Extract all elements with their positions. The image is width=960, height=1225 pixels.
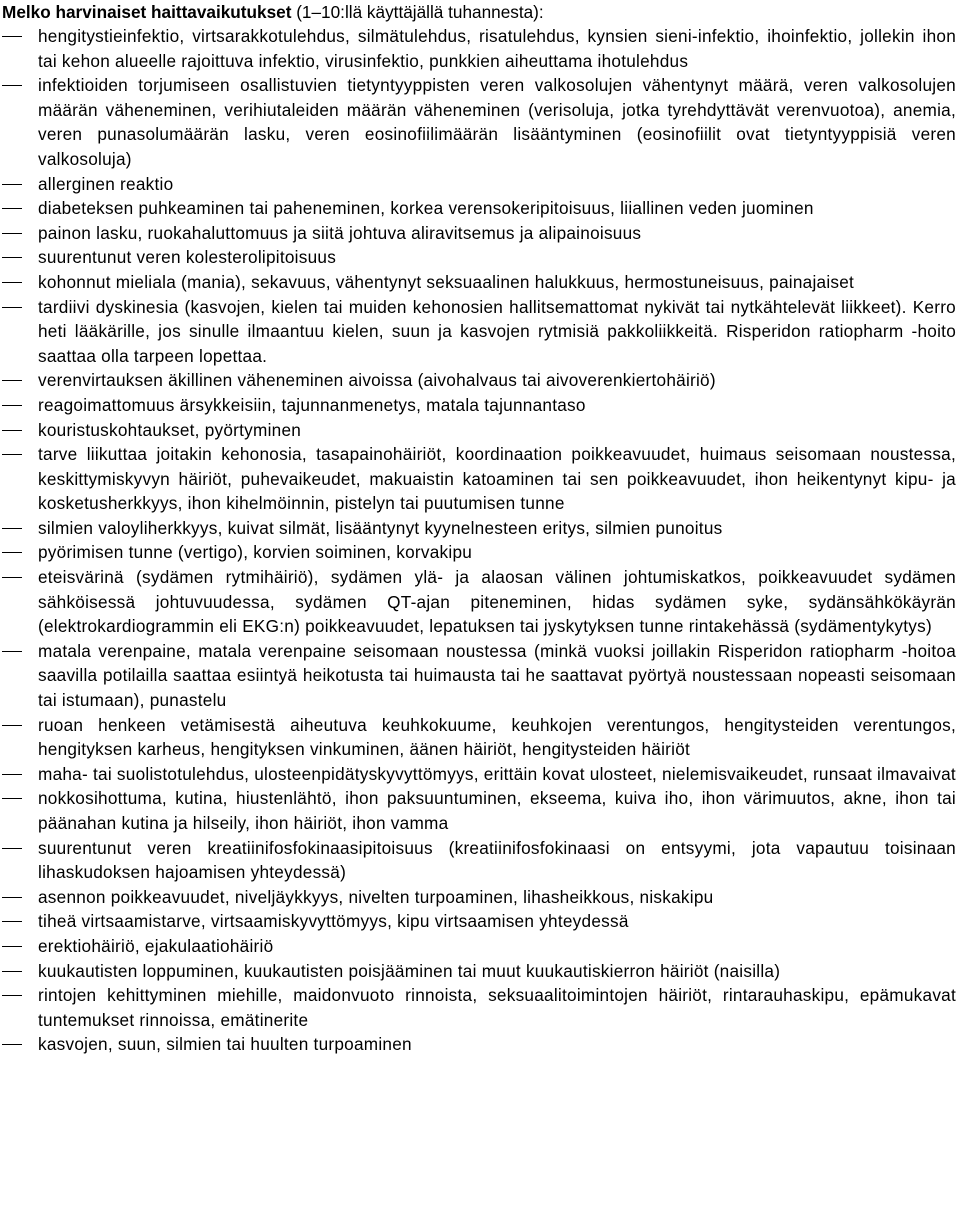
list-item [0,1032,960,1057]
dash-bullet [2,405,22,406]
list-item-text: allerginen reaktio [38,173,174,194]
list-item [0,172,960,197]
dash-bullet [2,651,22,652]
list-item-text: verenvirtauksen äkillinen väheneminen aivoissa (aivohalvaus tai aivoverenkiertohäiriö) [38,370,716,391]
list-item [0,713,960,762]
dash-bullet [2,257,22,258]
list-item-text: tiheä virtsaamistarve, virtsaamiskyvyttömyys, kipu virtsaamisen yhteydessä [38,911,629,932]
list-item-text: infektioiden torjumiseen osallistuvien tietyntyyppisten veren valkosolujen vähentynyt määrä, veren valkosolujen määrän väheneminen, verihiutaleiden määrän väheneminen (verisoluja, jotka tyrehdyttävät verenvuotoa), anemia, veren punasolumäärän lasku, veren eosinofiilimäärän lisääntyminen (eosinofiilit ovat tietyntyyppisiä veren valkosoluja) [38,75,956,169]
list-item [0,442,960,516]
list-item [0,762,960,787]
list-item-text: erektiohäiriö, ejakulaatiohäiriö [38,935,274,956]
dash-bullet [2,848,22,849]
dash-bullet [2,380,22,381]
side-effect-list [0,24,960,1057]
list-item [0,885,960,910]
list-item [0,909,960,934]
list-item-text: diabeteksen puhkeaminen tai paheneminen, korkea verensokeripitoisuus, liiallinen veden juominen [38,198,814,219]
list-item [0,368,960,393]
dash-bullet [2,36,22,37]
list-item-text: nokkosihottuma, kutina, hiustenlähtö, ihon paksuuntuminen, ekseema, kuiva iho, ihon värimuutos, akne, ihon tai päänahan kutina ja hilseily, ihon häiriöt, ihon vamma [38,788,956,833]
dash-bullet [2,430,22,431]
dash-bullet [2,233,22,234]
dash-bullet [2,774,22,775]
list-item-text: painon lasku, ruokahaluttomuus ja siitä johtuva aliravitsemus ja alipainoisuus [38,222,642,243]
list-item [0,270,960,295]
list-item-text: maha- tai suolistotulehdus, ulosteenpidätyskyvyttömyys, erittäin kovat ulosteet, nielemisvaikeudet, runsaat ilmavaivat [38,763,956,784]
list-item-text: tardiivi dyskinesia (kasvojen, kielen tai muiden kehonosien hallitsemattomat nykivät tai nytkähtelevät liikkeet). Kerro heti lääkärille, jos sinulle ilmaantuu kielen, suun ja kasvojen rytmisiä pakkoliikkeitä. Risperidon ratiopharm -hoito saattaa olla tarpeen lopettaa. [38,296,956,366]
dash-bullet [2,897,22,898]
dash-bullet [2,798,22,799]
dash-bullet [2,921,22,922]
list-item-text: ruoan henkeen vetämisestä aiheutuva keuhkokuume, keuhkojen verentungos, hengitysteiden verentungos, hengityksen karheus, hengityksen vinkuminen, äänen häiriöt, hengitysteiden häiriöt [38,714,956,760]
list-item [0,565,960,639]
list-item [0,836,960,885]
list-item-text: silmien valoyliherkkyys, kuivat silmät, lisääntynyt kyynelnesteen eritys, silmien punoitus [38,517,723,538]
dash-bullet [2,946,22,947]
list-item-text: kasvojen, suun, silmien tai huulten turpoaminen [38,1034,412,1055]
list-item [0,418,960,443]
dash-bullet [2,307,22,308]
list-item [0,245,960,270]
list-item [0,196,960,221]
list-item [0,983,960,1032]
dash-bullet [2,282,22,283]
list-item-text: kouristuskohtaukset, pyörtyminen [38,419,302,440]
dash-bullet [2,85,22,86]
list-item [0,516,960,541]
list-item [0,934,960,959]
list-item-text: suurentunut veren kolesterolipitoisuus [38,247,337,268]
dash-bullet [2,725,22,726]
list-item-text: asennon poikkeavuudet, niveljäykkyys, nivelten turpoaminen, lihasheikkous, niskakipu [38,886,714,907]
list-item [0,73,960,171]
dash-bullet [2,1044,22,1045]
list-item-text: eteisvärinä (sydämen rytmihäiriö), sydämen ylä- ja alaosan välinen johtumiskatkos, poikkeavuudet sydämen sähköisessä johtuvuudessa, sydämen QT-ajan piteneminen, hidas sydämen syke, sydänsähkökäyrän (elektrokardiogrammin eli EKG:n) poikkeavuudet, lepatuksen tai jyskytyksen tunne rintakehässä (sydämentykytys) [38,567,956,637]
list-item [0,959,960,984]
list-item-text: reagoimattomuus ärsykkeisiin, tajunnanmenetys, matala tajunnantaso [38,394,586,415]
dash-bullet [2,184,22,185]
list-item-text: kuukautisten loppuminen, kuukautisten poisjääminen tai muut kuukautiskierron häiriöt (naisilla) [38,960,781,981]
list-item [0,295,960,369]
list-item [0,393,960,418]
heading-frequency-text: (1–10:llä käyttäjällä tuhannesta): [291,2,544,22]
dash-bullet [2,552,22,553]
dash-bullet [2,454,22,455]
list-item [0,540,960,565]
list-item-text: matala verenpaine, matala verenpaine seisomaan noustessa (minkä vuoksi joillakin Risperidon ratiopharm -hoitoa saavilla potilailla saattaa esiintyä heikotusta tai huimausta tai he saattavat pyörtyä noustessaan nopeasti seisomaan tai istumaan), punastelu [38,640,956,711]
list-item-text: rintojen kehittyminen miehille, maidonvuoto rinnoista, seksuaalitoimintojen häiriöt, rintarauhaskipu, epämukavat tuntemukset rinnoissa, emätinerite [38,985,956,1030]
dash-bullet [2,995,22,996]
heading-bold-text: Melko harvinaiset haittavaikutukset [2,2,292,22]
dash-bullet [2,208,22,209]
list-item [0,639,960,713]
section-heading [2,0,952,25]
list-item [0,24,960,73]
list-item-text: pyörimisen tunne (vertigo), korvien soiminen, korvakipu [38,542,473,563]
dash-bullet [2,971,22,972]
dash-bullet [2,528,22,529]
list-item-text: tarve liikuttaa joitakin kehonosia, tasapainohäiriöt, koordinaation poikkeavuudet, huimaus seisomaan noustessa, keskittymiskyvyn häiriöt, puhevaikeudet, makuaistin katoaminen tai sen poikkeavuudet, ihon heikentynyt kipu- ja kosketusherkkyys, ihon kihelmöinnin, pistelyn tai puutumisen tunne [38,444,956,514]
dash-bullet [2,577,22,578]
list-item [0,221,960,246]
list-item-text: kohonnut mieliala (mania), sekavuus, vähentynyt seksuaalinen halukkuus, hermostuneisuus, painajaiset [38,271,855,292]
list-item [0,786,960,835]
list-item-text: hengitystieinfektio, virtsarakkotulehdus, silmätulehdus, risatulehdus, kynsien sieni-infektio, ihoinfektio, jollekin ihon tai kehon alueelle rajoittuva infektio, virusinfektio, punkkien aiheuttama ihotulehdus [38,26,956,71]
list-item-text: suurentunut veren kreatiinifosfokinaasipitoisuus (kreatiinifosfokinaasi on entsyymi, jota vapautuu toisinaan lihaskudoksen hajoamisen yhteydessä) [38,837,956,883]
